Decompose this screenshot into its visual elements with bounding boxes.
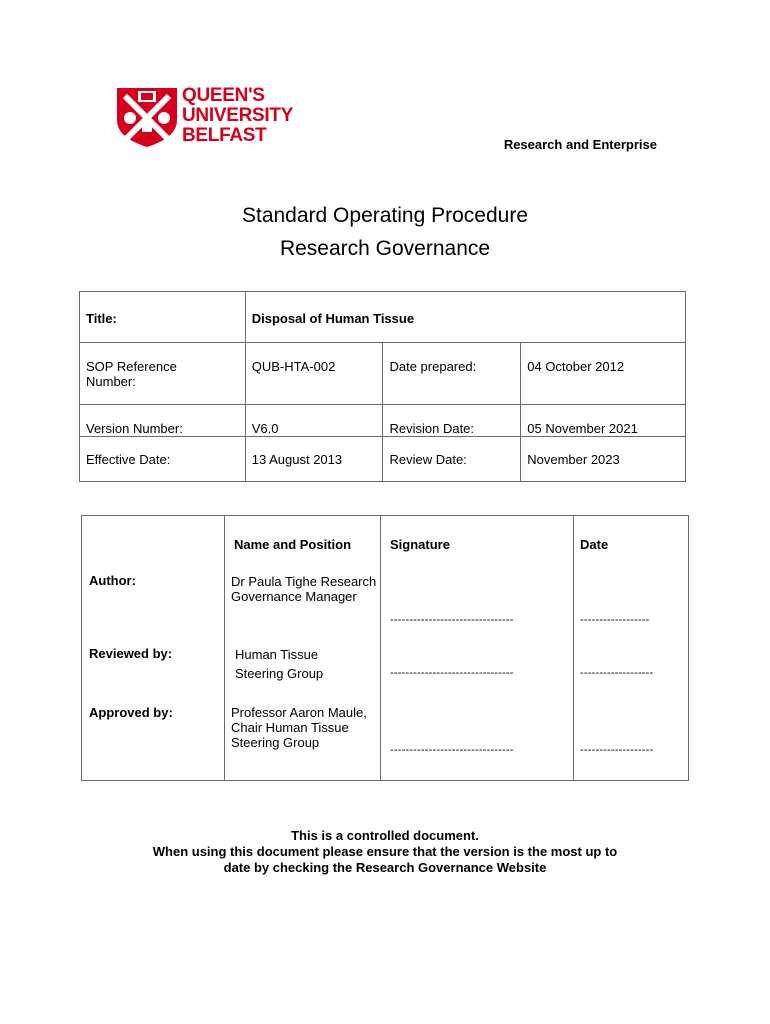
version-value: V6.0: [245, 405, 383, 437]
table-row: [80, 405, 686, 437]
table-row: [80, 343, 686, 405]
logo-line-3: BELFAST: [182, 125, 267, 146]
header-signature: Signature: [390, 537, 450, 552]
approved-by-name: Professor Aaron Maule, Chair Human Tissue Steering Group: [231, 705, 367, 750]
author-name: Dr Paula Tighe Research Governance Manager: [231, 574, 377, 604]
reviewed-date-line: -------------------: [580, 667, 654, 679]
review-date-label: Review Date:: [383, 437, 521, 482]
approved-by-label: Approved by:: [89, 705, 173, 720]
column-divider: [224, 516, 225, 780]
header-date: Date: [580, 537, 609, 552]
date-prepared-value: 04 October 2012: [521, 343, 686, 405]
logo-line-2: UNIVERSITY: [182, 105, 294, 126]
revision-date-label: Revision Date:: [383, 405, 521, 437]
effective-date-value: 13 August 2013: [245, 437, 383, 482]
document-subtitle: Research Governance: [279, 237, 491, 260]
table-row: [80, 437, 686, 482]
university-wordmark: [182, 86, 293, 146]
notice-line-3: date by checking the Research Governance Website: [223, 860, 547, 875]
notice-line-1: This is a controlled document.: [291, 828, 479, 843]
document-title: Standard Operating Procedure: [241, 204, 528, 227]
reviewed-by-name: Human Tissue Steering Group: [235, 647, 324, 681]
table-row: [80, 292, 686, 343]
column-divider: [573, 516, 574, 780]
revision-date-value: 05 November 2021: [521, 405, 686, 437]
header-name-position: Name and Position: [234, 537, 352, 552]
reviewed-by-label: Reviewed by:: [89, 646, 173, 661]
signoff-table: [81, 515, 689, 781]
effective-date-label: Effective Date:: [80, 437, 246, 482]
author-signature-line: --------------------------------: [390, 614, 514, 626]
approved-date-line: -------------------: [580, 744, 654, 756]
version-label: Version Number:: [80, 405, 246, 437]
logo-year: 1845: [143, 139, 155, 145]
title-value: Disposal of Human Tissue: [245, 292, 685, 343]
author-label: Author:: [89, 573, 136, 588]
logo-line-1: QUEEN'S: [182, 85, 265, 106]
review-date-value: November 2023: [521, 437, 686, 482]
date-prepared-label: Date prepared:: [383, 343, 521, 405]
approved-signature-line: --------------------------------: [390, 744, 514, 756]
department-name: Research and Enterprise: [503, 137, 657, 152]
controlled-document-notice: [0, 828, 770, 876]
title-label: Title:: [80, 292, 246, 343]
notice-line-2: When using this document please ensure that the version is the most up to: [152, 844, 618, 859]
author-date-line: ------------------: [580, 614, 650, 626]
reviewed-signature-line: --------------------------------: [390, 667, 514, 679]
sop-reference-value: QUB-HTA-002: [245, 343, 383, 405]
sop-reference-label: SOP Reference Number:: [80, 343, 246, 405]
sop-info-table: [79, 291, 686, 482]
